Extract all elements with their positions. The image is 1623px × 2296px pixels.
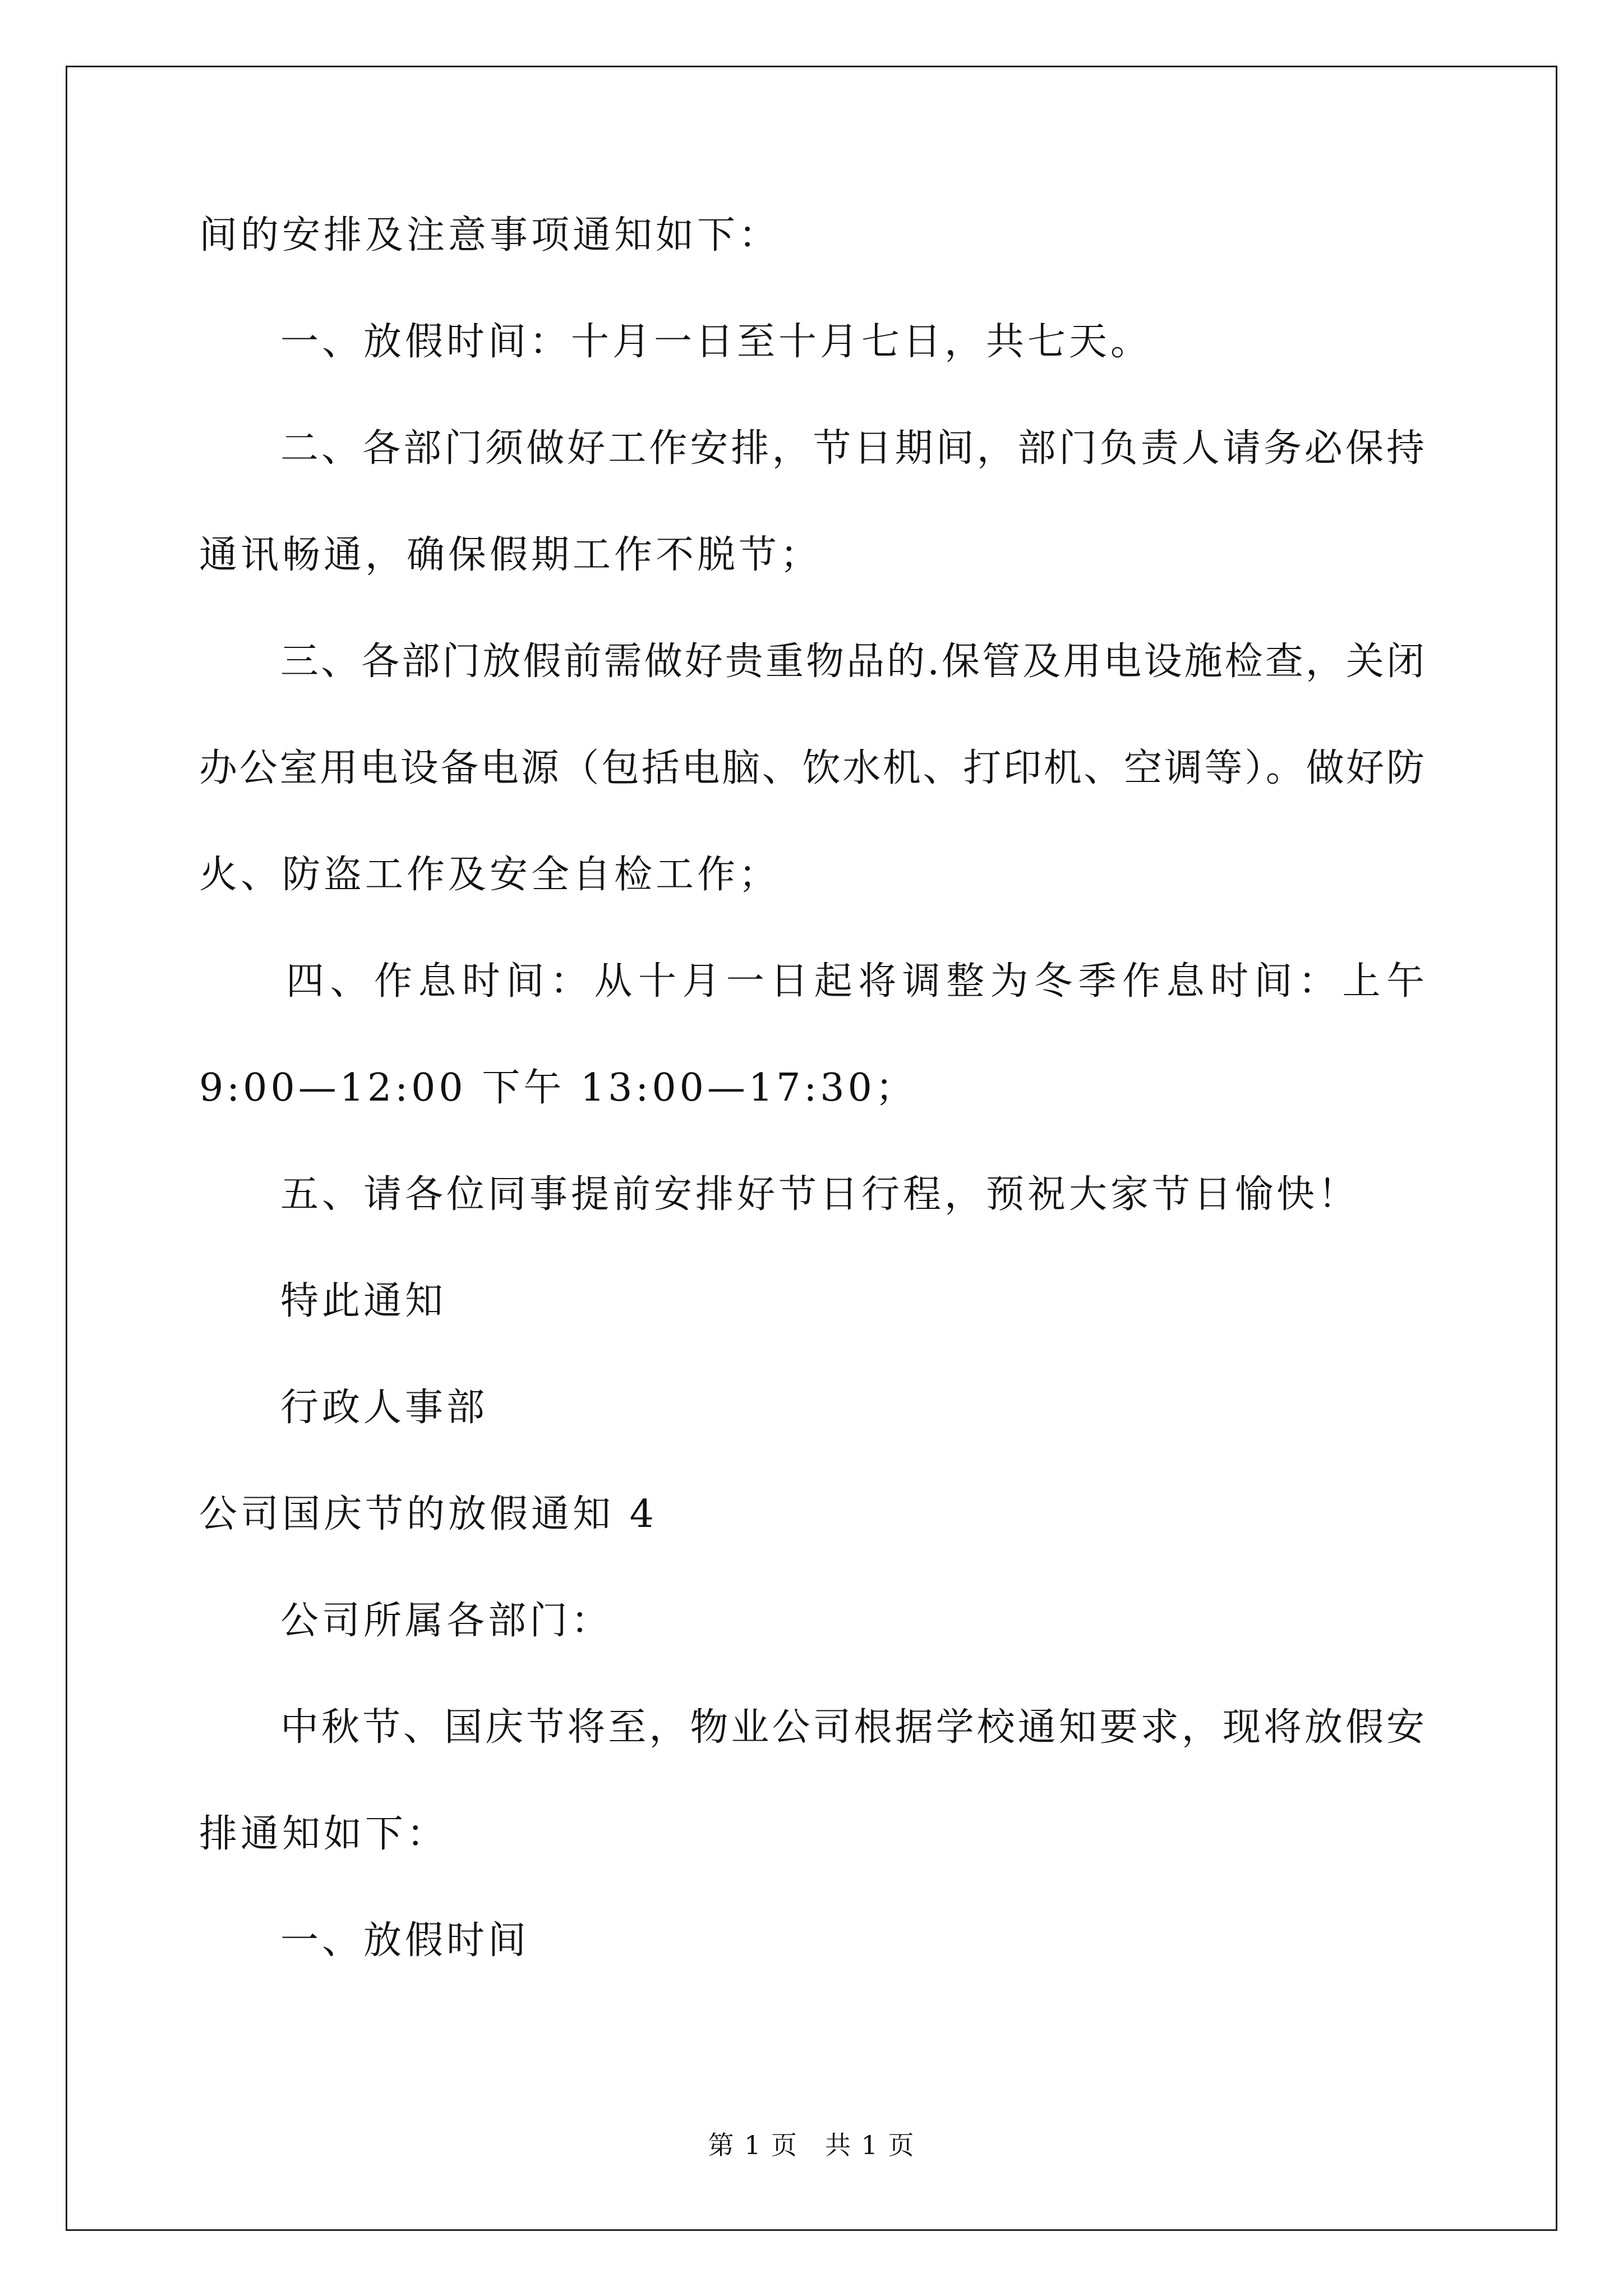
text-line: 四、作息时间：从十月一日起将调整为冬季作息时间：上午 [286,959,1424,1004]
text-line: 9:00—12:00 下午 13:00—17:30； [199,1066,917,1110]
text-line: 间的安排及注意事项通知如下： [199,213,781,257]
text-line: 中秋节、国庆节将至，物业公司根据学校通知要求，现将放假安 [280,1705,1424,1750]
text-line: 一、放假时间：十月一日至十月七日，共七天。 [280,320,1152,364]
text-line: 办公室用电设备电源（包括电脑、饮水机、打印机、空调等）。做好防 [199,746,1424,790]
section-heading: 公司国庆节的放假通知 4 [199,1492,657,1536]
page-footer: 第 1 页 共 1 页 [708,2130,915,2160]
text-line: 火、防盗工作及安全自检工作； [199,853,781,897]
text-line: 特此通知 [280,1279,447,1323]
text-line: 三、各部门放假前需做好贵重物品的.保管及用电设施检查，关闭 [280,639,1424,684]
text-line: 排通知如下： [199,1812,449,1856]
text-line: 通讯畅通，确保假期工作不脱节； [199,533,822,577]
text-line: 行政人事部 [280,1386,488,1430]
text-line: 公司所属各部门： [280,1599,613,1643]
text-line: 一、放假时间 [280,1918,530,1963]
page-border [66,66,1557,2231]
text-line: 二、各部门须做好工作安排，节日期间，部门负责人请务必保持 [280,426,1424,471]
text-line: 五、请各位同事提前安排好节日行程，预祝大家节日愉快！ [280,1172,1360,1217]
